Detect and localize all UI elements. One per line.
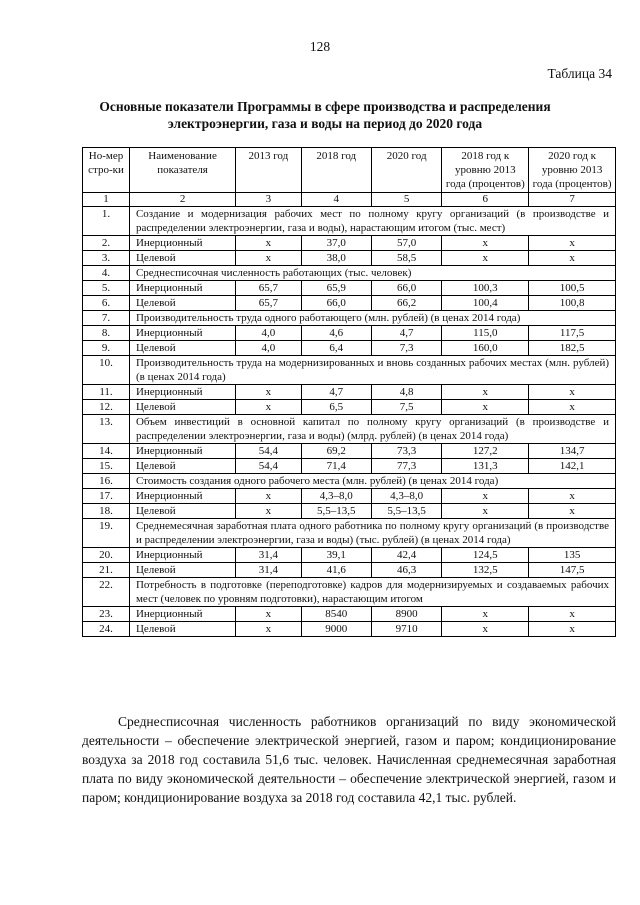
value-cell: 115,0	[442, 326, 529, 341]
section-heading: Создание и модернизация рабочих мест по полному кругу организаций (в производстве и распределении электроэнергии, газа и воды), нарастающим итогом (тыс. мест)	[129, 207, 615, 236]
table-section-row	[83, 415, 616, 444]
indicator-name: Целевой	[129, 459, 235, 474]
value-cell: 54,4	[236, 444, 301, 459]
value-cell: х	[236, 504, 301, 519]
section-heading: Объем инвестиций в основной капитал по полному кругу организаций (в производстве и распределении электроэнергии, газа и воды) (млрд. рублей) (в ценах 2014 года)	[129, 415, 615, 444]
value-cell: 142,1	[529, 459, 616, 474]
header-cell: 2013 год	[236, 148, 301, 193]
value-cell: 100,3	[442, 281, 529, 296]
value-cell: х	[236, 400, 301, 415]
row-number: 20.	[83, 548, 130, 563]
indicator-name: Целевой	[129, 251, 235, 266]
table-label: Таблица 34	[547, 66, 612, 81]
value-cell: х	[529, 504, 616, 519]
table-row	[83, 296, 616, 311]
value-cell: 31,4	[236, 563, 301, 578]
value-cell: х	[442, 251, 529, 266]
value-cell: х	[529, 622, 616, 637]
indicator-name: Целевой	[129, 400, 235, 415]
value-cell: 65,9	[301, 281, 371, 296]
value-cell: 58,5	[371, 251, 441, 266]
row-number: 10.	[83, 356, 130, 385]
value-cell: х	[529, 607, 616, 622]
value-cell: 65,7	[236, 281, 301, 296]
value-cell: 7,3	[371, 341, 441, 356]
value-cell: 41,6	[301, 563, 371, 578]
value-cell: 6,4	[301, 341, 371, 356]
value-cell: 9710	[371, 622, 441, 637]
row-number: 9.	[83, 341, 130, 356]
value-cell: 127,2	[442, 444, 529, 459]
value-cell: 38,0	[301, 251, 371, 266]
value-cell: х	[236, 489, 301, 504]
table-row	[83, 236, 616, 251]
value-cell: 4,7	[371, 326, 441, 341]
row-number: 13.	[83, 415, 130, 444]
value-cell: 71,4	[301, 459, 371, 474]
row-number: 16.	[83, 474, 130, 489]
indicator-name: Целевой	[129, 622, 235, 637]
table-header-row	[83, 148, 616, 193]
row-number: 1.	[83, 207, 130, 236]
value-cell: х	[236, 622, 301, 637]
value-cell: 42,4	[371, 548, 441, 563]
value-cell: 66,0	[371, 281, 441, 296]
value-cell: 5,5–13,5	[371, 504, 441, 519]
indicator-name: Целевой	[129, 341, 235, 356]
column-number: 2	[129, 193, 235, 207]
row-number: 2.	[83, 236, 130, 251]
row-number: 12.	[83, 400, 130, 415]
value-cell: х	[529, 385, 616, 400]
value-cell: 100,5	[529, 281, 616, 296]
row-number: 7.	[83, 311, 130, 326]
value-cell: х	[442, 489, 529, 504]
table-section-row	[83, 474, 616, 489]
value-cell: 9000	[301, 622, 371, 637]
page-number: 128	[309, 39, 331, 54]
row-number: 15.	[83, 459, 130, 474]
table-row	[83, 251, 616, 266]
column-number: 3	[236, 193, 301, 207]
section-heading: Стоимость создания одного рабочего места (млн. рублей) (в ценах 2014 года)	[129, 474, 615, 489]
table-row	[83, 548, 616, 563]
indicator-name: Инерционный	[129, 548, 235, 563]
value-cell: 69,2	[301, 444, 371, 459]
value-cell: х	[236, 385, 301, 400]
table-row	[83, 444, 616, 459]
value-cell: х	[442, 622, 529, 637]
value-cell: х	[529, 251, 616, 266]
value-cell: 31,4	[236, 548, 301, 563]
value-cell: 131,3	[442, 459, 529, 474]
column-number: 5	[371, 193, 441, 207]
value-cell: 182,5	[529, 341, 616, 356]
value-cell: 4,8	[371, 385, 441, 400]
value-cell: 65,7	[236, 296, 301, 311]
table-row	[83, 489, 616, 504]
value-cell: 39,1	[301, 548, 371, 563]
row-number: 22.	[83, 578, 130, 607]
row-number: 8.	[83, 326, 130, 341]
value-cell: х	[529, 489, 616, 504]
value-cell: 124,5	[442, 548, 529, 563]
row-number: 3.	[83, 251, 130, 266]
table-section-row	[83, 519, 616, 548]
value-cell: 100,4	[442, 296, 529, 311]
header-cell: Наименование показателя	[129, 148, 235, 193]
header-cell: 2018 год	[301, 148, 371, 193]
value-cell: 73,3	[371, 444, 441, 459]
value-cell: 147,5	[529, 563, 616, 578]
table-section-row	[83, 207, 616, 236]
table-row	[83, 504, 616, 519]
row-number: 24.	[83, 622, 130, 637]
table-section-row	[83, 311, 616, 326]
value-cell: 4,7	[301, 385, 371, 400]
section-heading: Среднесписочная численность работающих (тыс. человек)	[129, 266, 615, 281]
value-cell: 117,5	[529, 326, 616, 341]
row-number: 23.	[83, 607, 130, 622]
table-row	[83, 459, 616, 474]
value-cell: 57,0	[371, 236, 441, 251]
indicator-name: Инерционный	[129, 489, 235, 504]
row-number: 17.	[83, 489, 130, 504]
table-row	[83, 563, 616, 578]
value-cell: х	[529, 400, 616, 415]
column-number: 4	[301, 193, 371, 207]
value-cell: 4,6	[301, 326, 371, 341]
value-cell: 4,3–8,0	[371, 489, 441, 504]
body-paragraph: Среднесписочная численность работников организаций по виду экономической деятельности – обеспечение электрической энергией, газом и паром; кондиционирование воздуха за 2018 год составила 51,6 тыс. человек. Начисленная среднемесячная заработная плата по виду экономической деятельности – обеспечение электрической энергией, газом и паром; кондиционирование воздуха за 2018 год составила 42,1 тыс. рублей.	[82, 714, 616, 805]
value-cell: 4,3–8,0	[301, 489, 371, 504]
value-cell: 4,0	[236, 341, 301, 356]
value-cell: 100,8	[529, 296, 616, 311]
indicators-table	[82, 147, 616, 637]
table-row	[83, 622, 616, 637]
value-cell: 37,0	[301, 236, 371, 251]
header-cell: 2018 год к уровню 2013 года (процентов)	[442, 148, 529, 193]
value-cell: 46,3	[371, 563, 441, 578]
value-cell: х	[442, 385, 529, 400]
value-cell: х	[442, 504, 529, 519]
indicator-name: Инерционный	[129, 281, 235, 296]
value-cell: х	[236, 236, 301, 251]
section-heading: Потребность в подготовке (переподготовке) кадров для модернизируемых и создаваемых рабочих мест (человек по уровням подготовки), нарастающим итогом	[129, 578, 615, 607]
section-heading: Производительность труда на модернизированных и вновь созданных рабочих местах (млн. рублей) (в ценах 2014 года)	[129, 356, 615, 385]
indicator-name: Инерционный	[129, 236, 235, 251]
row-number: 18.	[83, 504, 130, 519]
header-cell: 2020 год	[371, 148, 441, 193]
value-cell: 66,0	[301, 296, 371, 311]
table-section-row	[83, 578, 616, 607]
row-number: 21.	[83, 563, 130, 578]
value-cell: 8540	[301, 607, 371, 622]
value-cell: х	[529, 236, 616, 251]
value-cell: 8900	[371, 607, 441, 622]
value-cell: х	[236, 607, 301, 622]
indicator-name: Инерционный	[129, 444, 235, 459]
indicator-name: Инерционный	[129, 607, 235, 622]
header-cell: 2020 год к уровню 2013 года (процентов)	[529, 148, 616, 193]
table-row	[83, 341, 616, 356]
row-number: 19.	[83, 519, 130, 548]
table-row	[83, 385, 616, 400]
header-cell: Но-мер стро-ки	[83, 148, 130, 193]
value-cell: 5,5–13,5	[301, 504, 371, 519]
row-number: 14.	[83, 444, 130, 459]
column-number: 1	[83, 193, 130, 207]
value-cell: 135	[529, 548, 616, 563]
row-number: 5.	[83, 281, 130, 296]
value-cell: 132,5	[442, 563, 529, 578]
indicator-name: Целевой	[129, 504, 235, 519]
row-number: 4.	[83, 266, 130, 281]
column-number: 7	[529, 193, 616, 207]
table-section-row	[83, 266, 616, 281]
value-cell: х	[236, 251, 301, 266]
value-cell: 54,4	[236, 459, 301, 474]
table-row	[83, 326, 616, 341]
column-number-row	[83, 193, 616, 207]
row-number: 11.	[83, 385, 130, 400]
table-row	[83, 607, 616, 622]
section-heading: Производительность труда одного работающего (млн. рублей) (в ценах 2014 года)	[129, 311, 615, 326]
table-body	[83, 207, 616, 637]
column-number: 6	[442, 193, 529, 207]
section-heading: Среднемесячная заработная плата одного работника по полному кругу организаций (в производстве и распределении электроэнергии, газа и воды) (тыс. рублей) (в ценах 2014 года)	[129, 519, 615, 548]
table-section-row	[83, 356, 616, 385]
table-row	[83, 281, 616, 296]
value-cell: 77,3	[371, 459, 441, 474]
row-number: 6.	[83, 296, 130, 311]
value-cell: х	[442, 400, 529, 415]
table-title: Основные показатели Программы в сфере производства и распределения электроэнергии, газа и воды на период до 2020 года	[99, 99, 551, 131]
value-cell: 134,7	[529, 444, 616, 459]
value-cell: 4,0	[236, 326, 301, 341]
value-cell: х	[442, 236, 529, 251]
value-cell: 6,5	[301, 400, 371, 415]
indicator-name: Целевой	[129, 296, 235, 311]
table-row	[83, 400, 616, 415]
indicator-name: Инерционный	[129, 326, 235, 341]
value-cell: 66,2	[371, 296, 441, 311]
value-cell: х	[442, 607, 529, 622]
indicator-name: Целевой	[129, 563, 235, 578]
value-cell: 160,0	[442, 341, 529, 356]
value-cell: 7,5	[371, 400, 441, 415]
indicator-name: Инерционный	[129, 385, 235, 400]
